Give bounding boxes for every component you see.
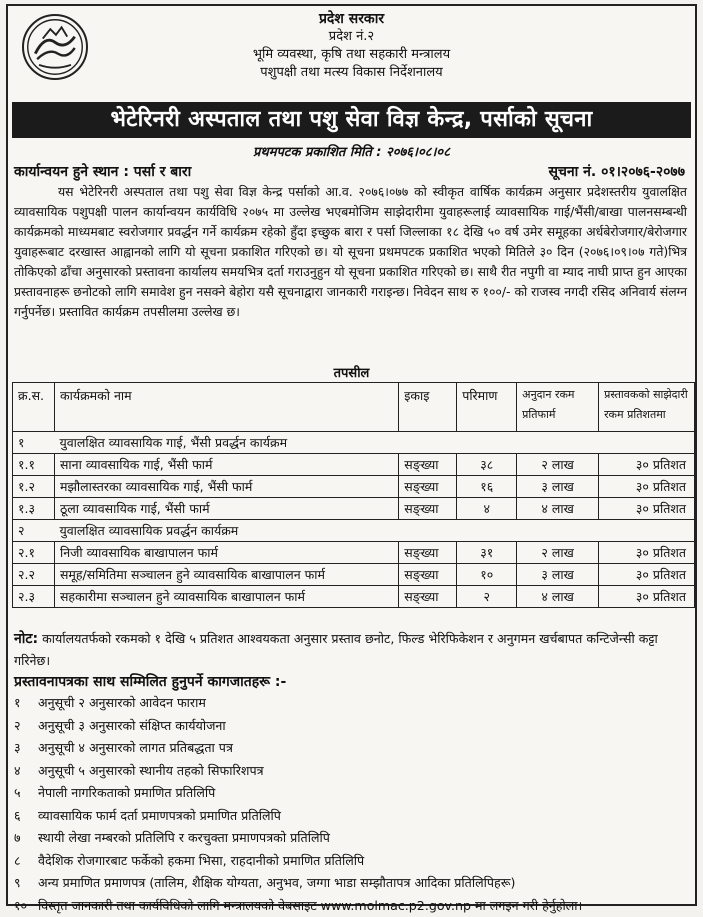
col-header-unit: इकाइ (399, 383, 457, 432)
row-program-name: समूह/समितिमा सञ्चालन हुने व्यावसायिक बाखापालन फार्म (54, 564, 398, 586)
row-grant: २ लाख (517, 542, 599, 564)
row-unit: सङ्ख्या (399, 586, 457, 608)
implementation-location: कार्यान्वयन हुने स्थान : पर्सा र बारा (14, 162, 191, 181)
header-directorate: पशुपक्षी तथा मत्स्य विकास निर्देशनालय (8, 64, 695, 82)
row-grant: ४ लाख (517, 586, 599, 608)
row-program-name: ठूला व्यावसायिक गाई, भैंसी फार्म (54, 498, 398, 520)
item-number: १० (14, 895, 38, 917)
row-unit: सङ्ख्या (399, 454, 457, 476)
list-item (14, 872, 689, 895)
row-share: ३० प्रतिशत (599, 498, 695, 520)
table-row (13, 542, 695, 564)
list-item (14, 827, 689, 850)
row-quantity: १६ (457, 476, 517, 498)
list-item (14, 850, 689, 873)
notice-banner: भेटेरिनरी अस्पताल तथा पशु सेवा विज्ञ केन्द्र, पर्साको सूचना (12, 102, 691, 138)
table-row (13, 564, 695, 586)
row-unit: सङ्ख्या (399, 498, 457, 520)
row-quantity: २ (457, 586, 517, 608)
row-grant: ३ लाख (517, 564, 599, 586)
item-text: अनुसूची ४ अनुसारको लागत प्रतिबद्धता पत्र (38, 740, 233, 755)
documents-list (14, 692, 689, 917)
row-sn: २.२ (13, 564, 55, 586)
row-unit: सङ्ख्या (399, 564, 457, 586)
row-grant: ४ लाख (517, 498, 599, 520)
col-header-quantity: परिमाण (457, 383, 517, 432)
row-sn: १.२ (13, 476, 55, 498)
col-header-grant: अनुदान रकम प्रतिफार्म (517, 383, 599, 432)
row-share: ३० प्रतिशत (599, 564, 695, 586)
item-number: ४ (14, 760, 38, 783)
list-item (14, 895, 689, 917)
item-number: ७ (14, 827, 38, 850)
row-sn: २.३ (13, 586, 55, 608)
col-header-program: कार्यक्रमको नाम (54, 383, 398, 432)
row-sn: १ (13, 432, 55, 454)
row-grant: ३ लाख (517, 476, 599, 498)
table-row (13, 498, 695, 520)
item-text: अनुसूची २ अनुसारको आवेदन फाराम (38, 695, 206, 710)
note-label: नोट: (14, 631, 38, 647)
list-item (14, 737, 689, 760)
row-share: ३० प्रतिशत (599, 542, 695, 564)
row-share: ३० प्रतिशत (599, 476, 695, 498)
row-unit: सङ्ख्या (399, 542, 457, 564)
note-text: कार्यालयतर्फको रकमको १ देखि ५ प्रतिशत आश्वयकता अनुसार प्रस्ताव छनोट, फिल्ड भेरिफिकेशन र अनुगमन खर्चबापत कन्टिजेन्सी कट्टा गरिनेछ। (14, 631, 658, 668)
list-item (14, 782, 689, 805)
item-text: व्यावसायिक फार्म दर्ता प्रमाणपत्रको प्रमाणित प्रतिलिपि (38, 808, 281, 823)
row-program-name: साना व्यावसायिक गाई, भैंसी फार्म (54, 454, 398, 476)
row-share: ३० प्रतिशत (599, 454, 695, 476)
item-text: नेपाली नागरिकताको प्रमाणित प्रतिलिपि (38, 785, 215, 800)
notice-body: यस भेटेरिनरी अस्पताल तथा पशु सेवा विज्ञ केन्द्र पर्साको आ.व. २०७६।०७७ को स्वीकृत वार्षिक कार्यक्रम अनुसार प्रदेशस्तरीय युवालक्षित व्यावसायिक पशुपक्षी पालन कार्यान्वयन कार्यविधि २०७५ मा उल्लेख भएबमोजिम साझेदारीमा युवाहरूलाई व्यावसायिक गाई/भैंसी/बाखा पालनसम्बन्धी कार्यक्रमको माध्यमबाट स्वरोजगार प्रवर्द्धन गर्ने कार्यक्रम रहेको हुँदा इच्छुक बारा र पर्सा जिल्लाका १८ देखि ५० वर्ष उमेर समूहका अर्धबेरोजगार/बेरोजगार युवाहरूबाट दरखास्त आह्वानको लागि यो सूचना प्रकाशित गरिएको छ। यो सूचना प्रथमपटक प्रकाशित भएको मितिले ३० दिन (२०७६।०९।०७ गते)भित्र तोकिएको ढाँचा अनुसारको प्रस्तावना कार्यालय समयभित्र दर्ता गराउनुहुन यो सूचना प्रकाशित गरिएको छ। साथै रीत नपुगी वा म्याद नाघी प्राप्त हुन आएका प्रस्तावनाहरू छनोटको लागि समावेश हुन नसक्ने बेहोरा यसै सूचनाद्वारा जानकारी गराइन्छ। निवेदन साथ रु १००/- को राजस्व नगदी रसिद अनिवार्य संलग्न गर्नुपर्नेछ। प्रस्तावित कार्यक्रम तपसीलमा उल्लेख छ। (14, 182, 687, 322)
row-program-name: निजी व्यावसायिक बाखापालन फार्म (54, 542, 398, 564)
item-number: ५ (14, 782, 38, 805)
table-group-row (13, 520, 695, 542)
row-group-name: युवालक्षित व्यावसायिक प्रवर्द्धन कार्यक्रम (54, 520, 694, 542)
row-program-name: सहकारीमा सञ्चालन हुने व्यावसायिक बाखापालन फार्म (54, 586, 398, 608)
list-item (14, 715, 689, 738)
item-number: ३ (14, 737, 38, 760)
item-text: अनुसूची ३ अनुसारको संक्षिप्त कार्ययोजना (38, 718, 226, 733)
table-row (13, 586, 695, 608)
header (8, 10, 695, 82)
col-header-sn: क्र.स. (13, 383, 55, 432)
item-number: ८ (14, 850, 38, 873)
program-table (12, 382, 695, 608)
row-unit: सङ्ख्या (399, 476, 457, 498)
table-header-row (13, 383, 695, 432)
item-number: १ (14, 692, 38, 715)
table-group-row (13, 432, 695, 454)
item-number: ६ (14, 805, 38, 828)
row-sn: २.१ (13, 542, 55, 564)
item-text: अनुसूची ५ अनुसारको स्थानीय तहको सिफारिशपत्र (38, 763, 264, 778)
row-sn: २ (13, 520, 55, 542)
item-number: ९ (14, 872, 38, 895)
notice-page (6, 4, 697, 906)
list-item (14, 760, 689, 783)
documents-title: प्रस्तावनापत्रका साथ सम्मिलित हुनुपर्ने कागजातहरू :- (14, 672, 286, 691)
list-item (14, 805, 689, 828)
row-program-name: मझौलास्तरका व्यावसायिक गाई, भैंसी फार्म (54, 476, 398, 498)
row-sn: १.१ (13, 454, 55, 476)
item-number: २ (14, 715, 38, 738)
row-quantity: ३१ (457, 542, 517, 564)
notice-number: सूचना नं. ०१।२०७६-२०७७ (548, 162, 685, 181)
item-text: वैदेशिक रोजगारबाट फर्केको हकमा भिसा, राहदानीको प्रमाणित प्रतिलिपि (38, 853, 364, 868)
row-group-name: युवालक्षित व्यावसायिक गाई, भैंसी प्रवर्द्धन कार्यक्रम (54, 432, 694, 454)
header-government: प्रदेश सरकार (8, 10, 695, 28)
item-text: विस्तृत जानकारी तथा कार्यविधिको लागि मन्त्रालयको वेबसाइट www.molmac.p2.gov.np मा लगइन गरी हेर्नुहोला। (38, 898, 582, 913)
table-row (13, 476, 695, 498)
row-quantity: ३८ (457, 454, 517, 476)
location-row (14, 162, 685, 182)
row-sn: १.३ (13, 498, 55, 520)
item-text: अन्य प्रमाणित प्रमाणपत्र (तालिम, शैक्षिक योग्यता, अनुभव, जग्गा भाडा सम्झौतापत्र आदिका प्रतिलिपिहरू) (38, 875, 515, 890)
header-ministry: भूमि व्यवस्था, कृषि तथा सहकारी मन्त्रालय (8, 46, 695, 64)
published-date: प्रथमपटक प्रकाशित मिति : २०७६।०८।०८ (8, 142, 695, 160)
col-header-share: प्रस्तावकको साझेदारी रकम प्रतिशतमा (599, 383, 695, 432)
list-item (14, 692, 689, 715)
row-quantity: १० (457, 564, 517, 586)
note (14, 628, 685, 671)
row-grant: २ लाख (517, 454, 599, 476)
row-share: ३० प्रतिशत (599, 586, 695, 608)
item-text: स्थायी लेखा नम्बरको प्रतिलिपि र करचुक्ता प्रमाणपत्रको प्रतिलिपि (38, 830, 330, 845)
row-quantity: ४ (457, 498, 517, 520)
header-province: प्रदेश नं.२ (8, 28, 695, 46)
table-row (13, 454, 695, 476)
table-title: तपसील (8, 363, 695, 381)
